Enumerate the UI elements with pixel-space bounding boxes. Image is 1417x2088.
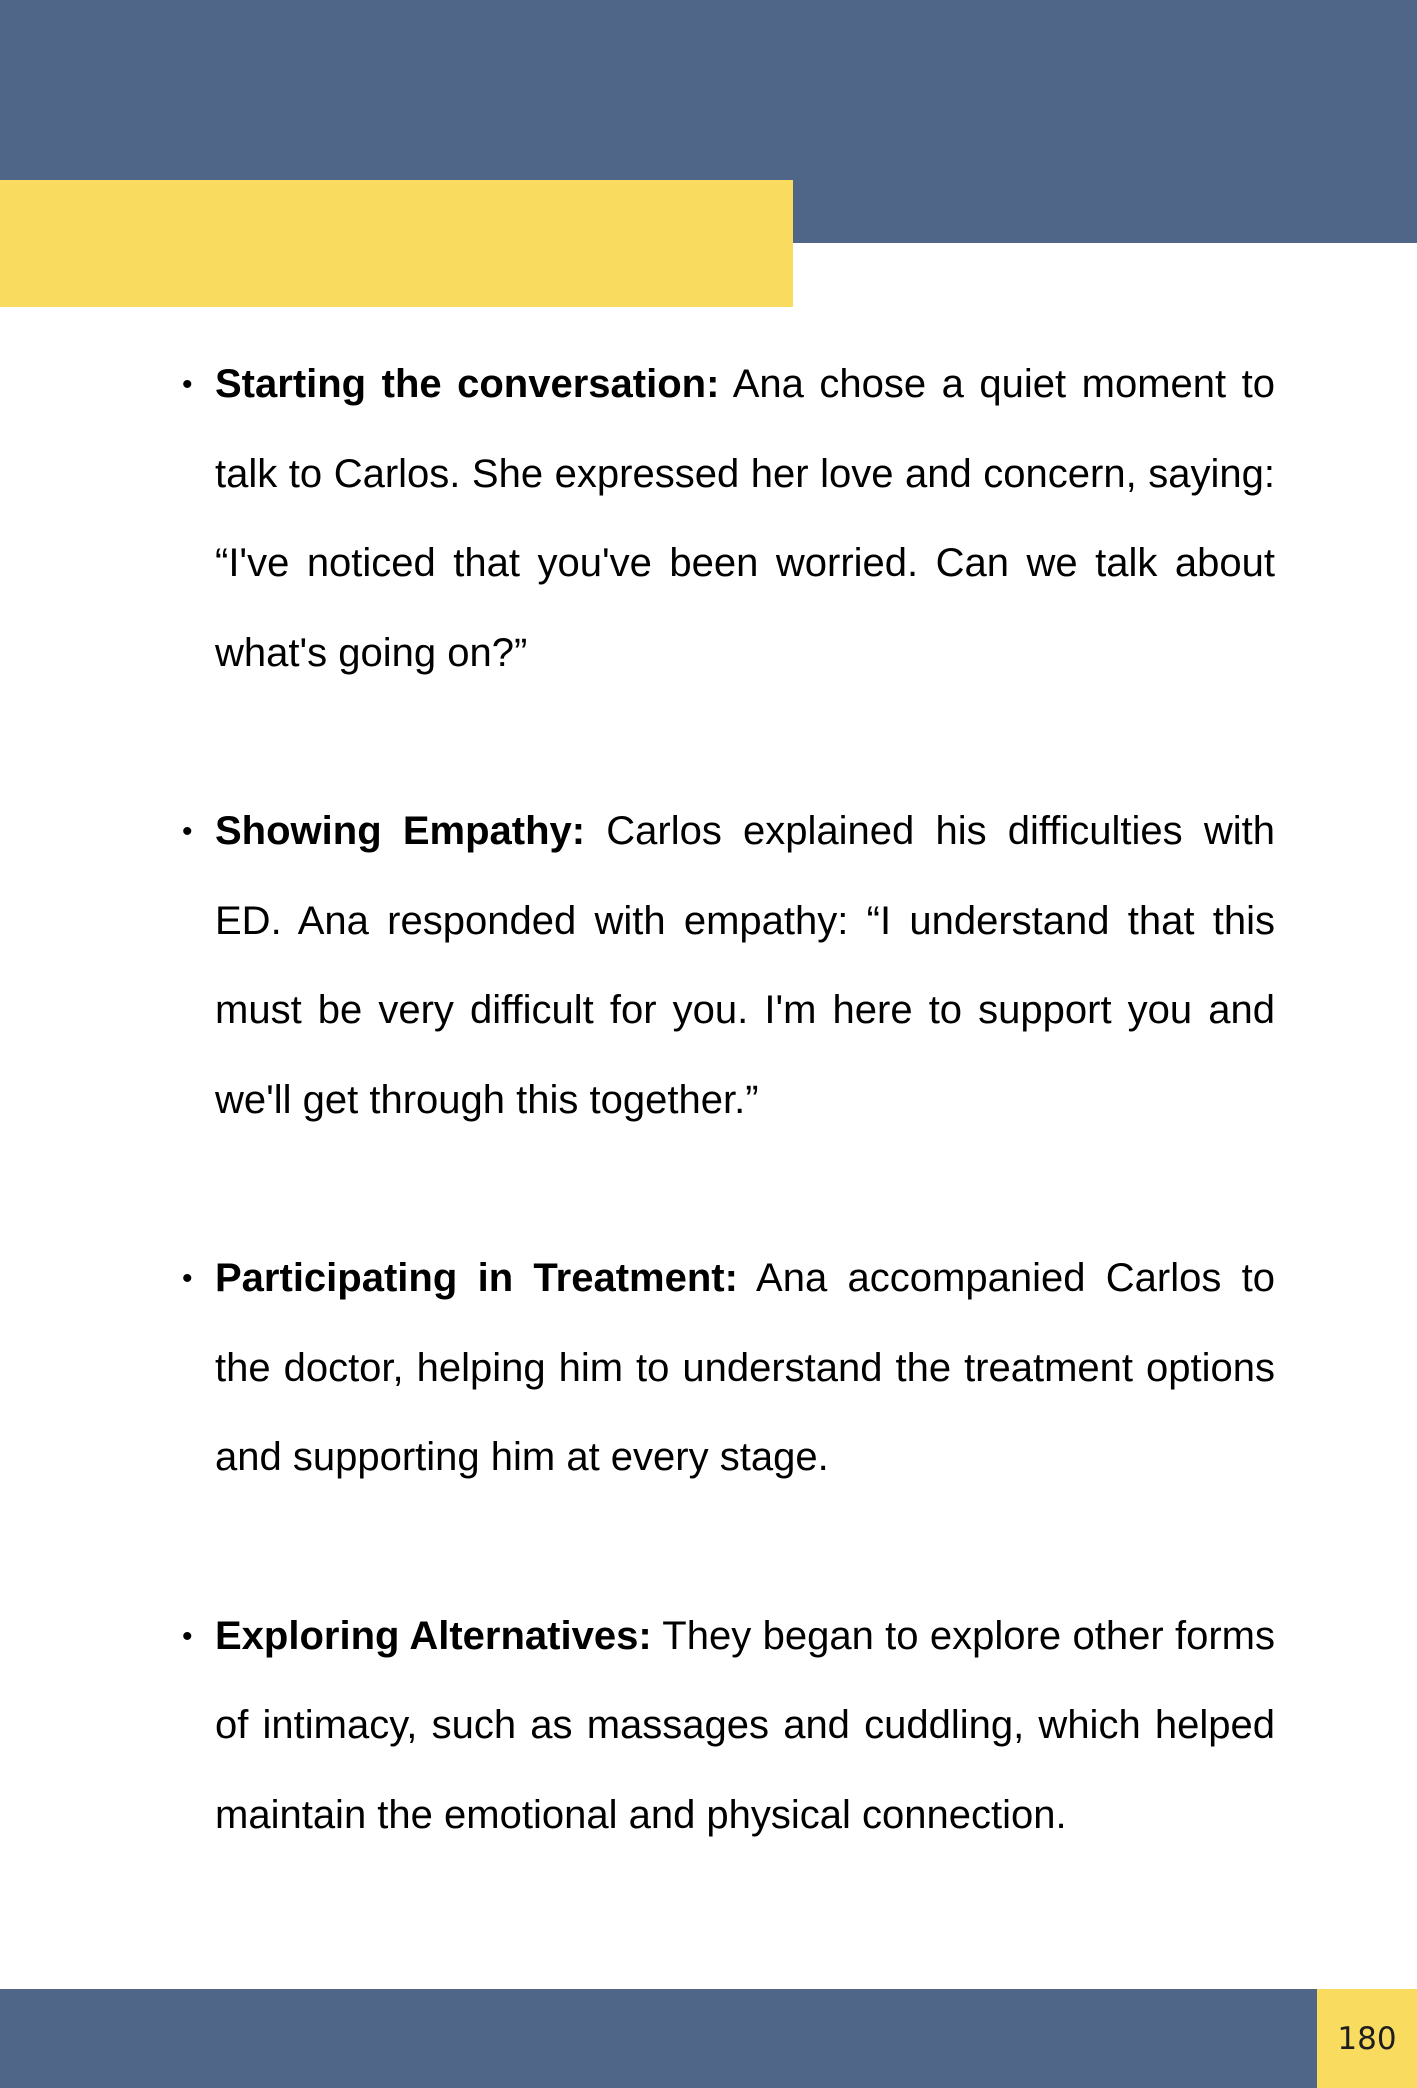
list-item xyxy=(178,787,1275,1145)
footer-band xyxy=(0,1989,1317,2088)
list-item xyxy=(178,340,1275,698)
page-number: 180 xyxy=(1317,1989,1417,2088)
list-item xyxy=(178,1234,1275,1503)
list-item-text: Carlos explained his difficulties with ED. Ana responded with empathy: “I understand that this must be very difficult for you. I'm here to support you and we'll get through this together.” xyxy=(215,809,1275,1122)
list-item-term: Exploring Alternatives: xyxy=(215,1613,652,1658)
list-item-text: They began to explore other forms of intimacy, such as massages and cuddling, which helped maintain the emotional and physical connection. xyxy=(215,1613,1276,1837)
bullet-icon: • xyxy=(182,368,193,401)
list-item-text: Ana accompanied Carlos to the doctor, helping him to understand the treatment options and supporting him at every stage. xyxy=(215,1256,1276,1479)
list-item-term: Starting the conversation: xyxy=(215,362,720,406)
list-item-term: Showing Empathy: xyxy=(215,809,586,853)
bullet-icon: • xyxy=(182,1619,193,1653)
header-accent-block xyxy=(0,180,793,307)
list-item-text: Ana chose a quiet moment to talk to Carlos. She expressed her love and concern, saying: “I've noticed that you've been worried. Can we talk about what's going on?” xyxy=(215,362,1276,675)
bullet-icon: • xyxy=(182,815,193,848)
bullet-list xyxy=(178,340,1275,1949)
list-item xyxy=(178,1592,1275,1861)
bullet-icon: • xyxy=(182,1262,193,1295)
list-item-term: Participating in Treatment: xyxy=(215,1256,738,1300)
